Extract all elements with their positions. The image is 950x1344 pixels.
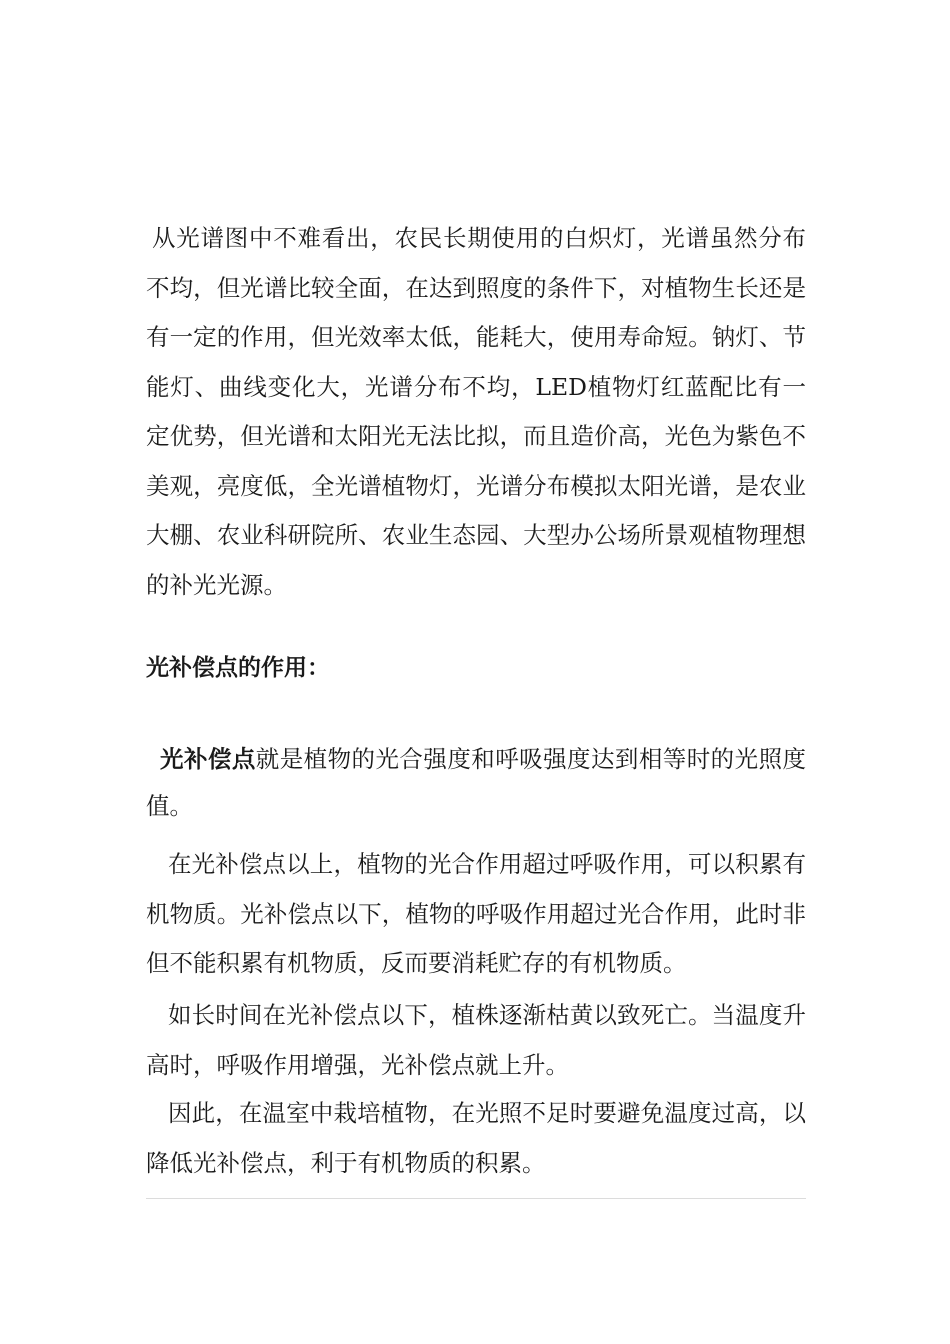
definition-text: 就是植物的光合强度和呼吸强度达到相等时的光照度值。: [146, 745, 807, 820]
definition-term: 光补偿点: [160, 745, 256, 773]
bottom-divider: [146, 1198, 806, 1199]
paragraph-long-time: 如长时间在光补偿点以下，植株逐渐枯黄以致死亡。当温度升高时，呼吸作用增强，光补偿点就上升。: [146, 1001, 806, 1079]
paragraph-above-compensation: 在光补偿点以上，植物的光合作用超过呼吸作用，可以积累有机物质。光补偿点以下，植物的呼吸作用超过光合作用，此时非但不能积累有机物质，反而要消耗贮存的有机物质。: [146, 850, 806, 977]
article-body: [146, 214, 807, 1177]
definition-paragraph: [146, 736, 806, 830]
spectrum-paragraph: 从光谱图中不难看出，农民长期使用的白炽灯，光谱虽然分布不均，但光谱比较全面，在达到照度的条件下，对植物生长还是有一定的作用，但光效率太低，能耗大，使用寿命短。钠灯、节能灯、曲线变化大，光谱分布不均，LED植物灯红蓝配比有一定优势，但光谱和太阳光无法比拟，而且造价高，光色为紫色不美观，亮度低，全光谱植物灯，光谱分布模拟太阳光谱，是农业大棚、农业科研院所、农业生态园、大型办公场所景观植物理想的补光光源。: [146, 224, 806, 599]
section-heading: 光补偿点的作用：: [146, 655, 330, 681]
paragraph-therefore: 因此，在温室中栽培植物，在光照不足时要避免温度过高，以降低光补偿点，利于有机物质的积累。: [146, 1099, 806, 1177]
